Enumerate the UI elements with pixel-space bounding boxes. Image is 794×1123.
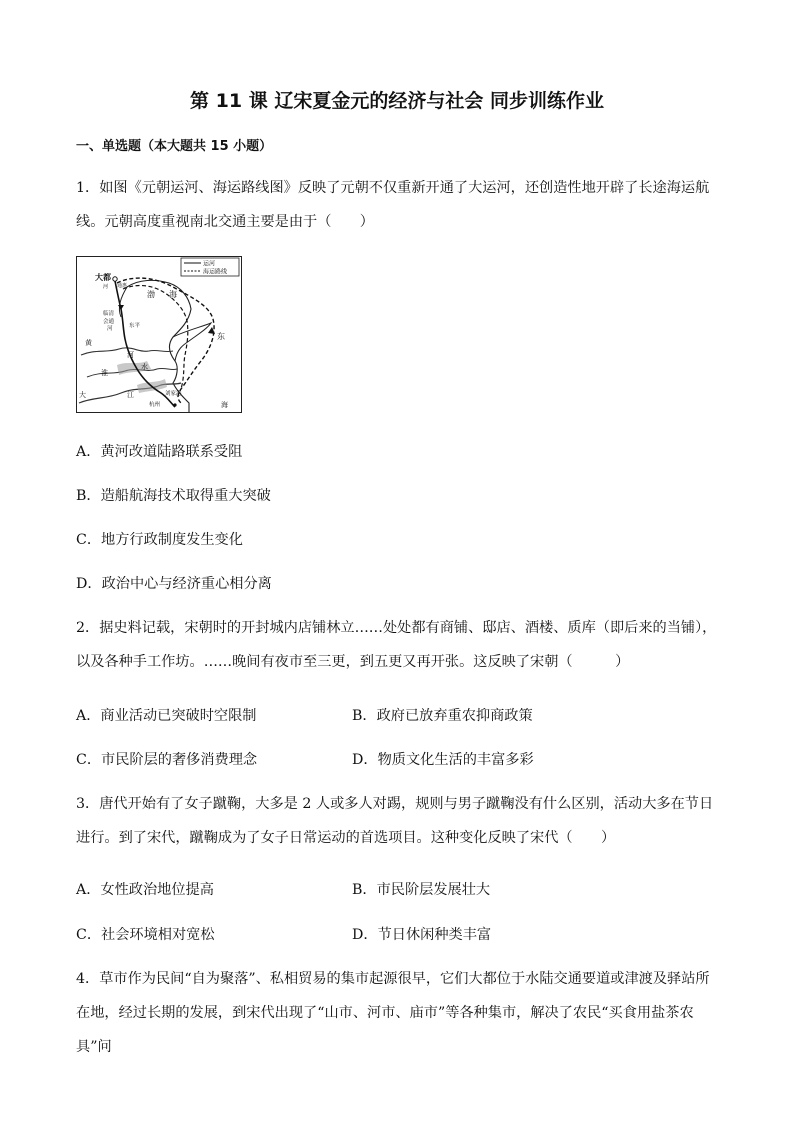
question-3-stem: 3．唐代开始有了女子蹴鞠，大多是 2 人或多人对踢，规则与男子蹴鞠没有什么区别，活动大多在节日进行。到了宋代，蹴鞠成为了女子日常运动的首选项目。这种变化反映了宋代（ ）: [76, 796, 714, 846]
sea-route-inner: [123, 286, 188, 389]
dadu-marker: [113, 277, 117, 281]
question-3-option-d: D．节日休闲种类丰富: [352, 927, 492, 943]
legend-sea-route-label: 海运路线: [203, 268, 228, 276]
label-dongping: 东平: [129, 323, 141, 329]
question-3-option-b: B．市民阶层发展壮大: [352, 882, 491, 898]
canal-arrow: [118, 305, 124, 310]
label-hai: 海: [221, 401, 228, 409]
hangzhou-marker: [173, 403, 176, 406]
question-2-option-b: B．政府已放弃重农抑商政策: [352, 708, 533, 724]
label-he: 河: [127, 351, 134, 359]
label-linqing: 临清: [103, 311, 115, 317]
question-2-option-a: A．商业活动已突破时空限制: [76, 708, 257, 724]
label-bo: 渤: [147, 290, 155, 299]
map-figure: [77, 257, 241, 412]
question-2-stem: 2．据史料记载，宋朝时的开封城内店铺林立……处处都有商铺、邸店、酒楼、质库（即后来的当铺），以及各种手工作坊。……晚间有夜市至三更，到五更又再开张。这反映了宋朝（ ）: [76, 620, 717, 670]
label-liujiagang: 刘家港: [165, 391, 182, 397]
page-title: 第 11 课 辽宋夏金元的经济与社会 同步训练作业: [190, 90, 604, 112]
question-1-stem: 1．如图《元朝运河、海运路线图》反映了元朝不仅重新开通了大运河，还创造性地开辟了长途海运航线。元朝高度重视南北交通主要是由于（ ）: [76, 180, 710, 230]
question-1-option-b: B．造船航海技术取得重大突破: [76, 488, 271, 504]
label-huitong: 会通: [103, 319, 115, 325]
label-huang: 黄: [85, 339, 92, 347]
question-3-option-c: C．社会环境相对宽松: [76, 927, 215, 943]
yuan-canal-sea-route-map: [76, 256, 242, 413]
question-1-option-a: A．黄河改道陆路联系受阻: [76, 444, 243, 460]
question-2-option-c: C．市民阶层的奢侈消费理念: [76, 752, 258, 768]
label-hangzhou: 杭州: [149, 402, 161, 408]
label-da: 大: [79, 391, 86, 399]
question-2-option-d: D．物质文化生活的丰富多彩: [352, 752, 534, 768]
label-tonghui-river: 河: [103, 284, 109, 290]
question-3-option-a: A．女性政治地位提高: [76, 882, 214, 898]
label-bo-hai: 海: [169, 290, 177, 299]
question-1-option-c: C．地方行政制度发生变化: [76, 532, 243, 548]
label-tonghui: 通惠: [117, 283, 128, 289]
label-dadu: 大都: [95, 272, 111, 282]
label-huai: 淮: [101, 369, 108, 377]
label-huitong-river: 河: [107, 326, 113, 332]
shandong-coast: [173, 323, 211, 361]
section-heading: 一、单选题（本大题共 15 小题）: [76, 139, 273, 154]
question-1-option-d: D．政治中心与经济重心相分离: [76, 576, 272, 592]
label-shui: 水: [141, 363, 148, 371]
coastline-bohai: [119, 287, 127, 317]
legend-canal-label: 运河: [203, 260, 216, 268]
label-east: 东: [217, 332, 225, 341]
label-jiang: 江: [127, 391, 134, 399]
question-4-stem: 4．草市作为民间“自为聚落”、私相贸易的集市起源很早，它们大都位于水陆交通要道或津渡及驿站所在地，经过长期的发展，到宋代出现了“山市、河市、庙市”等各种集市，解决了农民“买食用盐茶农具”问: [76, 971, 710, 1055]
